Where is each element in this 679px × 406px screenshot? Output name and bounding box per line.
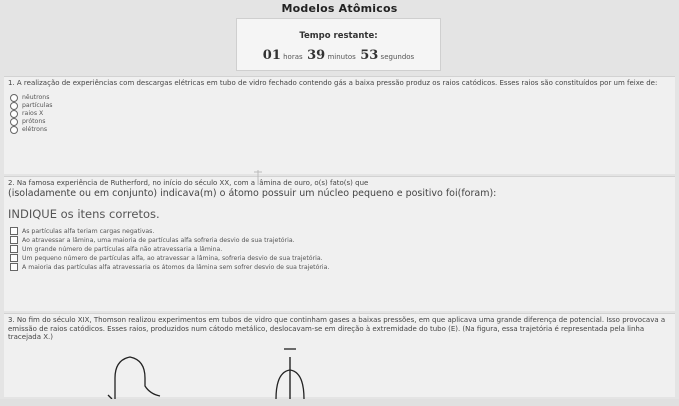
option-label: prótons bbox=[22, 118, 46, 125]
timer-minutes-unit: minutos bbox=[327, 53, 356, 61]
page-title: Modelos Atômicos bbox=[281, 2, 398, 15]
option-label: A maioria das partículas alfa atravessaria os átomos da lâmina sem sofrer desvio de sua trajetória. bbox=[22, 263, 330, 271]
timer-seconds-unit: segundos bbox=[380, 53, 415, 61]
option-label: Um pequeno número de partículas alfa, ao atravessar a lâmina, sofreria desvio de sua trajetória. bbox=[22, 254, 323, 262]
option-label: partículas bbox=[22, 102, 53, 109]
timer-label: Tempo restante: bbox=[299, 31, 378, 41]
timer-hours-unit: horas bbox=[283, 53, 303, 61]
option-label: Um grande número de partículas alfa não atravessaria a lâmina. bbox=[22, 245, 223, 253]
question-2-instruction: INDIQUE os itens corretos. bbox=[8, 206, 160, 221]
footer-bar bbox=[0, 399, 679, 406]
question-3-text: 3. No fim do século XIX, Thomson realizou experimentos em tubos de vidro que continham gases a baixas pressões, em que aplicava uma grande diferença de potencial. Isso provocava a emissão de raios catódicos. Esses raios, produzidos num cátodo metálico, deslocavam-se em direção à extremidade do tubo (E). (Na figura, essa trajetória é representada pela linha tracejada X.) bbox=[8, 316, 666, 341]
option-label: Ao atravessar a lâmina, uma maioria de partículas alfa sofreria desvio de sua trajetória. bbox=[22, 236, 295, 244]
option-label: raios X bbox=[22, 110, 44, 117]
option-label: As partículas alfa teriam cargas negativas. bbox=[22, 227, 155, 235]
question-2-text-small: 2. Na famosa experiência de Rutherford, no início do século XX, com a lâmina de ouro, o(s) fato(s) que bbox=[8, 179, 369, 187]
option-label: elétrons bbox=[22, 126, 48, 133]
timer-minutes: 39 bbox=[307, 48, 326, 63]
timer-hours: 01 bbox=[262, 48, 281, 63]
option-label: nêutrons bbox=[22, 94, 50, 101]
question-1-text: 1. A realização de experiências com descargas elétricas em tubo de vidro fechado contendo gás a baixa pressão produz os raios catódicos. Esses raios são constituídos por um feixe de: bbox=[8, 79, 658, 87]
timer-seconds: 53 bbox=[360, 48, 379, 63]
question-2-text-large: (isoladamente ou em conjunto) indicava(m) o átomo possuir um núcleo pequeno e positivo foi(foram): bbox=[8, 187, 497, 199]
